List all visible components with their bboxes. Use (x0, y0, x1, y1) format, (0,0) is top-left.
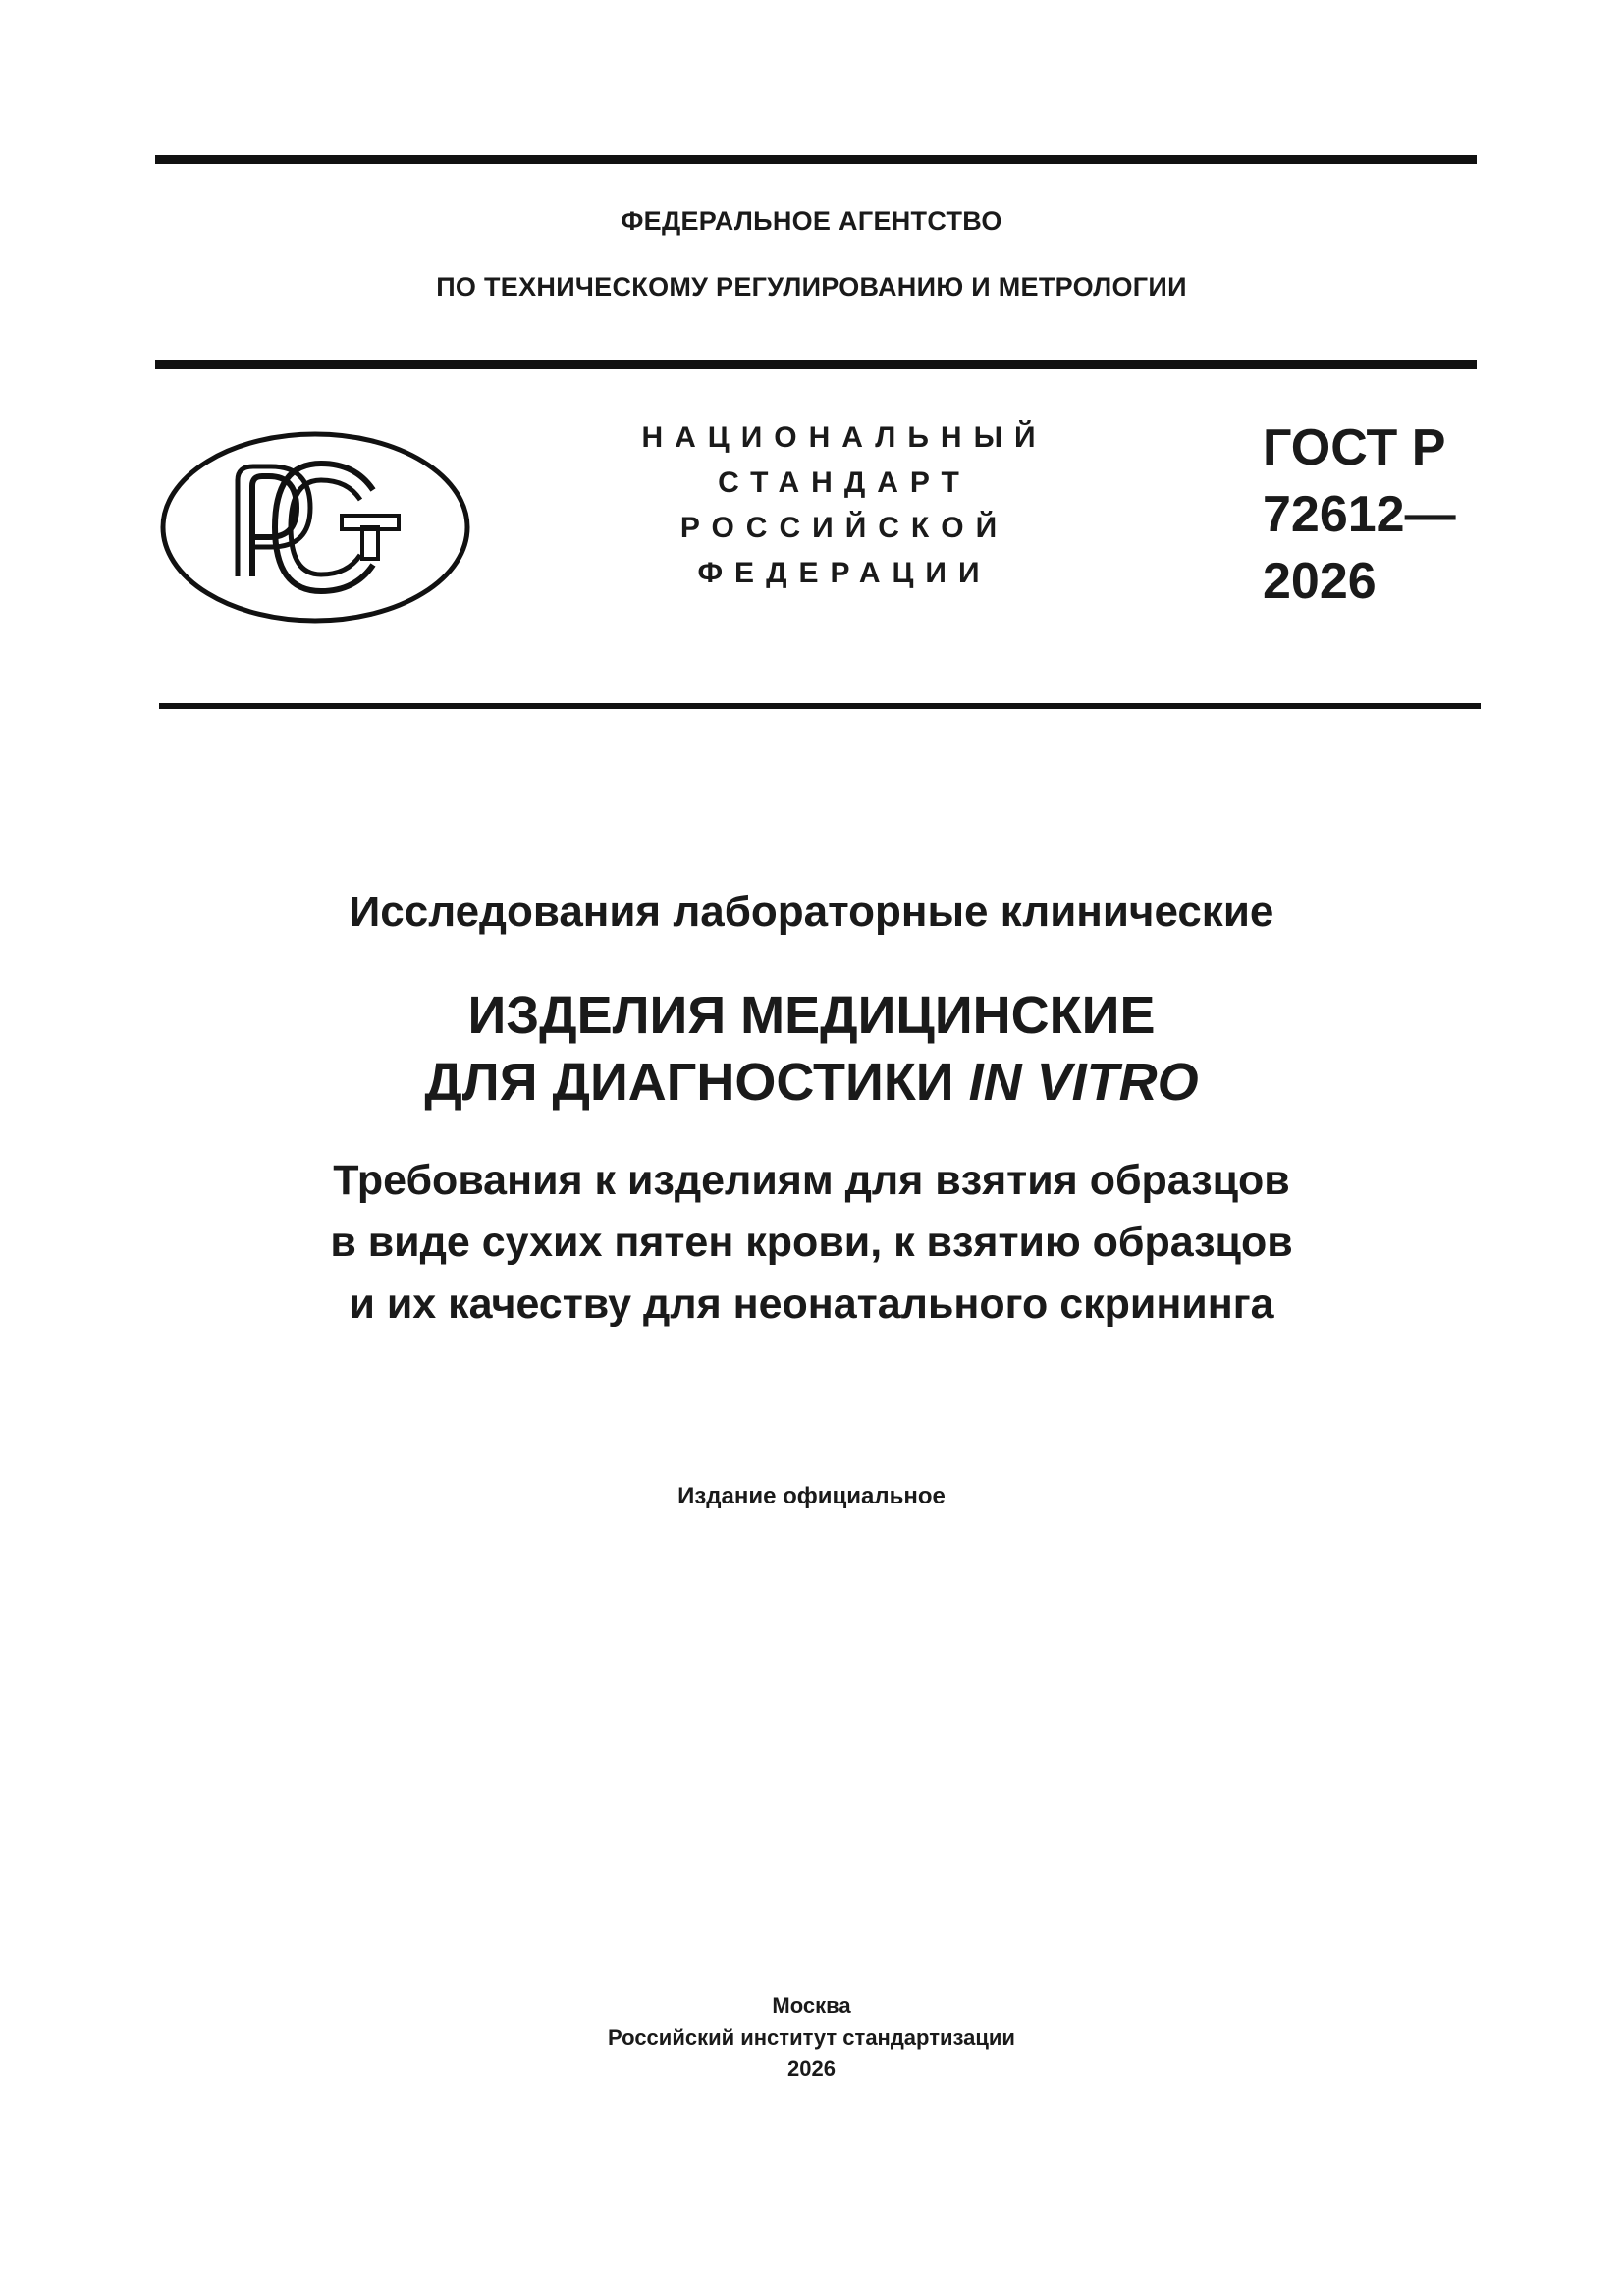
category-title: Исследования лабораторные клинические (349, 888, 1274, 936)
publisher-year: 2026 (787, 2056, 836, 2081)
designation-line: 2026 (1263, 553, 1377, 610)
agency-rule (155, 360, 1477, 369)
publisher-institute: Российский институт стандартизации (608, 2025, 1015, 2050)
agency-line-1: ФЕДЕРАЛЬНОЕ АГЕНТСТВО (621, 206, 1002, 236)
top-rule (155, 155, 1477, 164)
main-title-prefix: ДЛЯ ДИАГНОСТИКИ (424, 1053, 954, 1112)
requirements-line-2: в виде сухих пятен крови, к взятию образцов (330, 1219, 1293, 1266)
rst-logo-icon (159, 429, 471, 626)
requirements-line-3: и их качеству для неонатального скрининга (349, 1281, 1274, 1328)
national-standard-label (599, 415, 1090, 596)
main-title-italic: IN VITRO (968, 1053, 1199, 1112)
agency-line-2: ПО ТЕХНИЧЕСКОМУ РЕГУЛИРОВАНИЮ И МЕТРОЛОГИИ (436, 272, 1187, 301)
header-rule (159, 703, 1481, 709)
requirements-line-1: Требования к изделиям для взятия образцов (333, 1157, 1290, 1204)
publisher-city: Москва (772, 1994, 851, 2018)
national-standard-line: НАЦИОНАЛЬНЫЙ (641, 421, 1048, 454)
national-standard-line: СТАНДАРТ (718, 466, 971, 499)
standard-designation (1263, 414, 1456, 615)
main-title-line-2 (0, 1049, 1623, 1116)
edition-label: Издание официальное (677, 1483, 946, 1509)
rst-logo (159, 429, 471, 630)
national-standard-line: РОССИЙСКОЙ (679, 512, 1009, 544)
designation-line: ГОСТ Р (1263, 419, 1446, 476)
designation-line: 72612— (1263, 486, 1456, 543)
main-title-line-1: ИЗДЕЛИЯ МЕДИЦИНСКИЕ (467, 986, 1156, 1045)
national-standard-line: ФЕДЕРАЦИИ (697, 557, 992, 589)
